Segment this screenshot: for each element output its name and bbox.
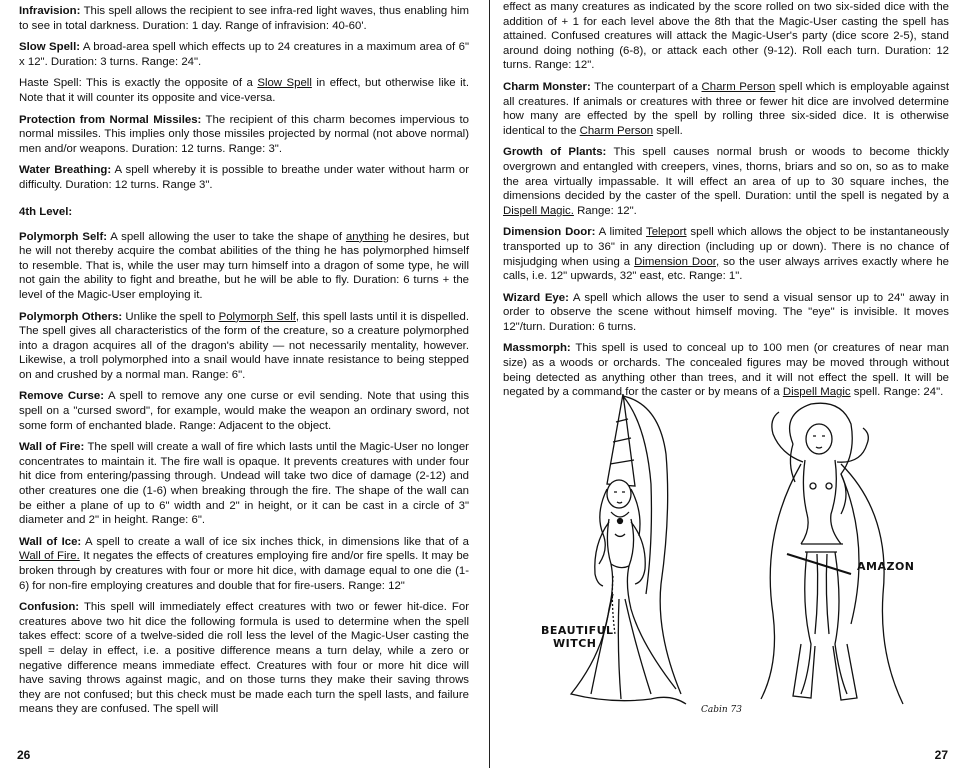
spell-title: Wall of Ice:	[19, 535, 82, 548]
spell-reference: Charm Person	[701, 80, 776, 93]
spell-title: Water Breathing:	[19, 164, 112, 177]
page-number-right: 27	[934, 748, 948, 762]
spell-text: This spell allows the recipient to see infra-red light waves, thus enabling him to see in total darkness. Duration: 1 day. Range of infravision: 40-60'.	[19, 5, 469, 32]
spell-reference: Charm Person	[579, 124, 654, 137]
spell-text: spell. Range: 24".	[850, 386, 944, 399]
spell-title: Polymorph Self:	[19, 230, 108, 243]
spell-text: A spell whereby it is possible to breathe under water without harm or difficulty. Duration: 12 turns. Range 3".	[19, 164, 470, 191]
spell-title: Wizard Eye:	[503, 291, 569, 304]
spell-title: Wall of Fire:	[19, 441, 85, 454]
spell-title: Slow Spell:	[19, 41, 81, 54]
spell-text: This spell is used to conceal up to 100 men (or creatures of near man size) as a woods or orchards. The concealed figures may be moved through without being detected as anything other than trees, and it will not effect the spell. It will be negated by a command for the caster or by means of a	[503, 342, 949, 399]
spell-text: A spell to remove any one curse or evil sending. Note that using this spell on a "cursed sword", for example, would make the weapon an ordinary sword, not some form of enchanted blade. Range: Adjacent to the object.	[19, 390, 470, 432]
spell-text: This spell causes normal brush or woods to become thickly overgrown and entangled with creepers, vines, thorns, briars and so on, so as to make the area virtually impassable. It will effect an area of up to 30 square inches, the dimensions decided by the caster of the spell. Duration: until the spell is negated by a	[503, 146, 950, 203]
page-number-left: 26	[17, 748, 31, 762]
spell-entry-wizard-eye	[503, 291, 949, 335]
right-page	[491, 0, 960, 768]
level-heading: 4th Level:	[19, 205, 73, 218]
spell-text: It negates the effects of creatures employing fire and/or fire spells. It may be broken through by creatures with four or more hit dice, with damage equal to one die (1-6) for non-fire employing creatures and double that for fire-users. Range: 12"	[19, 550, 469, 592]
spell-entry-protection-normal-missiles	[19, 113, 469, 157]
spell-entry-confusion	[19, 600, 469, 717]
spell-entry-slow-spell	[19, 40, 469, 69]
spell-title: Protection from Normal Missiles:	[19, 113, 202, 126]
spell-entry-wall-of-fire	[19, 440, 469, 528]
spell-reference: Wall of Fire.	[19, 550, 80, 563]
spell-text: A broad-area spell which effects up to 24 creatures in a maximum area of 6" x 12". Duration: 3 turns. Range: 24".	[19, 41, 469, 68]
spell-text: A spell to create a wall of ice six inches thick, in dimensions like that of a	[81, 535, 469, 548]
witch-caption-line1: BEAUTIFUL	[541, 624, 614, 637]
spell-reference: Slow Spell	[257, 77, 312, 90]
spell-entry-growth-of-plants	[503, 145, 949, 218]
spell-entry-water-breathing	[19, 163, 469, 192]
left-column	[19, 4, 469, 724]
spell-text: spell which is employable against all creatures. If animals or creatures with three or fewer hit dice are involved determine how many are effected by the spell by rolling three six-sided dice. It is otherwise identical to the	[503, 80, 949, 137]
spell-text: this spell lasts until it is dispelled. The spell gives all characteristics of the form of the creature, so a creature polymorphed into a dragon acquires all of the dragon's ability — not necessarily mentality, however. Likewise, a troll polymorphed into a snail would have innate resistance to being stepped on and crushed by a normal man. Range: 6".	[19, 310, 469, 381]
witch-caption-line2: WITCH	[553, 637, 597, 650]
spell-entry-remove-curse	[19, 389, 469, 433]
spell-entry-massmorph	[503, 341, 949, 399]
spell-entry-infravision	[19, 4, 469, 33]
amazon-drawing	[761, 403, 903, 704]
spell-title: Growth of Plants:	[503, 146, 607, 159]
spell-entry-polymorph-others	[19, 310, 469, 383]
spell-text: so the user always arrives exactly where he calls, i.e. 12" upwards, 32" east, etc. Range: 1".	[503, 255, 950, 283]
spell-text: A spell which allows the user to send a visual sensor up to 24" away in order to observe the scene without himself moving. The "eye" is invisible. It moves 12"/turn. Duration: 6 turns.	[503, 291, 949, 333]
spell-title: Confusion:	[19, 601, 80, 614]
spell-reference: Dispell Magic.	[503, 204, 574, 217]
right-column	[503, 0, 949, 407]
spell-text: The spell will create a wall of fire which lasts until the Magic-User no longer concentrates to maintain it. The fire wall is opaque. It prevents creatures with under four hit dice from entering/passing through. Undead will take two dice of damage (2-12) and other creatures one die (1-6) when breaking through the fire. The shape of the wall can be either a plane of up to 6" width and 2" in height, or it can be cast in a circle of 3" diameter and 2" in height. Range: 6".	[19, 441, 469, 527]
spell-reference: Polymorph Self,	[218, 310, 300, 323]
spell-entry-dimension-door	[503, 225, 949, 283]
spell-title: Infravision:	[19, 5, 81, 17]
spell-reference: Teleport	[646, 226, 687, 239]
spell-text: effect as many creatures as indicated by the score rolled on two six-sided dice with the addition of + 1 for each level above the 8th that the Magic-User casting the spell has attained. Confused creatures will attack the Magic-User's party (dice score 2-5), stand around doing nothing (6-8), or attack each other (9-12). Roll each turn. Duration: 12 turns. Range: 12".	[503, 1, 949, 72]
spell-text: he desires, but he will not thereby acquire the combat abilities of the thing he has polymorphed himself to resemble. That is, while the user may turn himself into a dragon of some type, he will not gain the ability to fight and breathe, but he will be able to fly. Duration: 6 turns + the level of the Magic-User employing it.	[19, 230, 469, 301]
spell-text: The recipient of this charm becomes impervious to normal missiles. This implies only those missiles projected by normal (not above normal) men and/or weapons. Duration: 12 turns. Range: 3".	[19, 113, 469, 155]
witch-and-amazon-illustration	[511, 394, 951, 724]
artist-signature: Cabin 73	[701, 705, 743, 715]
spell-text: in effect, but otherwise like it. Note that it will counter its opposite and vice-versa.	[19, 77, 469, 104]
spell-title: Massmorph:	[503, 342, 571, 355]
spell-text: Haste Spell: This is exactly the opposite of a	[19, 77, 258, 90]
beautiful-witch-drawing	[571, 394, 686, 704]
spell-title: Dimension Door:	[503, 226, 596, 239]
spell-text: A spell allowing the user to take the shape of	[107, 230, 346, 243]
spell-entry-polymorph-self	[19, 230, 469, 303]
spell-entry-haste-spell	[19, 76, 469, 105]
spell-reference: Dimension Door,	[634, 255, 720, 268]
spell-text: spell which allows the object to be instantaneously transported up to 36" in any direction (including up or down). There is no chance of misjudging when using a	[503, 226, 949, 268]
spell-reference: anything	[345, 230, 389, 243]
spell-text: spell.	[653, 124, 683, 137]
spell-text: This spell will immediately effect creatures with two or fewer hit-dice. For creatures above two hit dice the following formula is used to determine when the spell takes effect: score of a twelve-sided die roll less the level of the Magic-User casting the spell = delay in effect, i.e. a positive difference means a turn delay, while a zero or negative difference means immediate effect. Creatures with four or more hit dice will have saving throws against magic, and on those turns they make their saving throws they are not confused; but this check must be made each turn the spell lasts, and failure means they are confused. The spell will	[19, 601, 469, 716]
spell-entry-wall-of-ice	[19, 535, 469, 593]
spell-title: Charm Monster:	[503, 80, 591, 93]
spell-reference: Dispell Magic	[782, 386, 851, 399]
spell-title: Remove Curse:	[19, 390, 104, 403]
spell-text: Unlike the spell to	[122, 310, 219, 323]
amazon-caption: AMAZON	[857, 560, 915, 573]
spell-text: Range: 12".	[573, 204, 637, 217]
spell-text: A limited	[595, 226, 646, 239]
spell-entry-charm-monster	[503, 80, 949, 138]
spell-text: The counterpart of a	[590, 80, 702, 93]
spell-title: Polymorph Others:	[19, 310, 123, 323]
spell-entry-confusion-continued	[503, 0, 949, 73]
